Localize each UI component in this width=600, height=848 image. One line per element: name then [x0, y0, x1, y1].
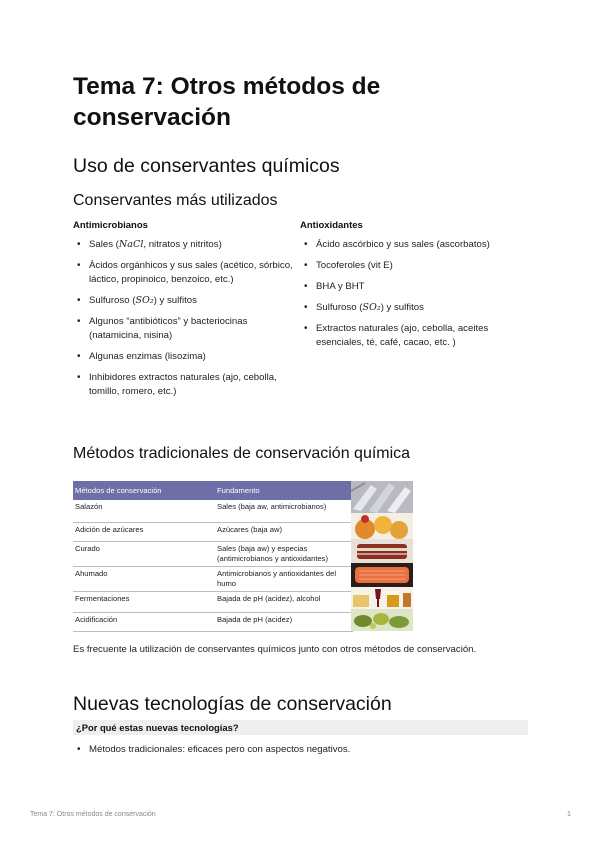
table-row — [73, 591, 353, 612]
salted-fish-photo — [351, 481, 413, 513]
table-header-cell: Métodos de conservación — [73, 481, 215, 500]
table-row — [73, 566, 353, 591]
table-row — [73, 541, 353, 566]
pickles-photo — [351, 609, 413, 631]
question-text: ¿Por qué estas nuevas tecnologías? — [76, 722, 239, 733]
table-row — [73, 612, 353, 631]
table-cell: Bajada de pH (acidez) — [215, 612, 353, 631]
list-item: • Sulfuroso (SO₂) y sulfitos — [73, 294, 293, 308]
antioxidantes-title: Antioxidantes — [300, 220, 363, 231]
table-row — [73, 500, 353, 522]
table-cell: Sales (baja aw) y especias (antimicrobianos y antioxidantes) — [215, 541, 353, 566]
table-cell: Bajada de pH (acidez), alcohol — [215, 591, 353, 612]
list-item: • Inhibidores extractos naturales (ajo, cebolla, tomillo, romero, etc.) — [73, 371, 293, 399]
list-item: • BHA y BHT — [300, 280, 530, 294]
footer-page-number: 1 — [567, 811, 571, 818]
candied-fruit-photo — [351, 513, 413, 539]
question-bar — [73, 720, 528, 735]
list-item: • Extractos naturales (ajo, cebolla, aceites esenciales, té, café, cacao, etc. ) — [300, 322, 530, 350]
table-cell: Acidificación — [73, 612, 215, 631]
table-cell: Salazón — [73, 500, 215, 522]
final-list — [73, 743, 528, 764]
list-item: • Tocoferoles (vit E) — [300, 259, 530, 273]
table-cell: Antimicrobianos y antioxidantes del humo — [215, 566, 353, 591]
table-cell: Curado — [73, 541, 215, 566]
fermented-products-photo — [351, 587, 413, 609]
table-header-cell: Fundamento — [215, 481, 353, 500]
table-cell: Fermentaciones — [73, 591, 215, 612]
list-item: • Métodos tradicionales: eficaces pero con aspectos negativos. — [73, 743, 528, 757]
subsection-heading-metodos-tradicionales: Métodos tradicionales de conservación química — [73, 445, 411, 462]
antimicrobianos-list — [73, 238, 293, 406]
list-item: • Algunas enzimas (lisozima) — [73, 350, 293, 364]
list-item: • Ácido ascórbico y sus sales (ascorbatos) — [300, 238, 530, 252]
list-item: • Sulfuroso (SO₂) y sulfitos — [300, 301, 530, 315]
smoked-salmon-photo — [351, 563, 413, 587]
table-header-row — [73, 481, 353, 500]
footer-title: Tema 7: Otros métodos de conservación — [30, 811, 156, 818]
list-item: • Ácidos orgánhicos y sus sales (acético, sórbico, láctico, propinoico, benzoico, etc.) — [73, 259, 293, 287]
section-heading-conservantes: Uso de conservantes químicos — [73, 155, 340, 177]
paragraph-conservantes: Es frecuente la utilización de conservantes químicos junto con otros métodos de conservación. — [73, 644, 477, 655]
table-cell: Adición de azúcares — [73, 522, 215, 541]
table-cell: Azúcares (baja aw) — [215, 522, 353, 541]
cured-meat-photo — [351, 539, 413, 563]
section-heading-nuevas-tecnologias: Nuevas tecnologías de conservación — [73, 693, 392, 715]
subsection-heading-conservantes-utilizados: Conservantes más utilizados — [73, 192, 278, 209]
list-item: • Sales (NaCl, nitratos y nitritos) — [73, 238, 293, 252]
methods-table — [73, 481, 353, 632]
table-cell: Ahumado — [73, 566, 215, 591]
page-title: Tema 7: Otros métodos de conservación — [73, 73, 381, 131]
list-item: • Algunos “antibióticos” y bacteriocinas (natamicina, nisina) — [73, 315, 293, 343]
antimicrobianos-title: Antimicrobianos — [73, 220, 148, 231]
table-row — [73, 522, 353, 541]
antioxidantes-list — [300, 238, 530, 357]
table-cell: Sales (baja aw, antimicrobianos) — [215, 500, 353, 522]
